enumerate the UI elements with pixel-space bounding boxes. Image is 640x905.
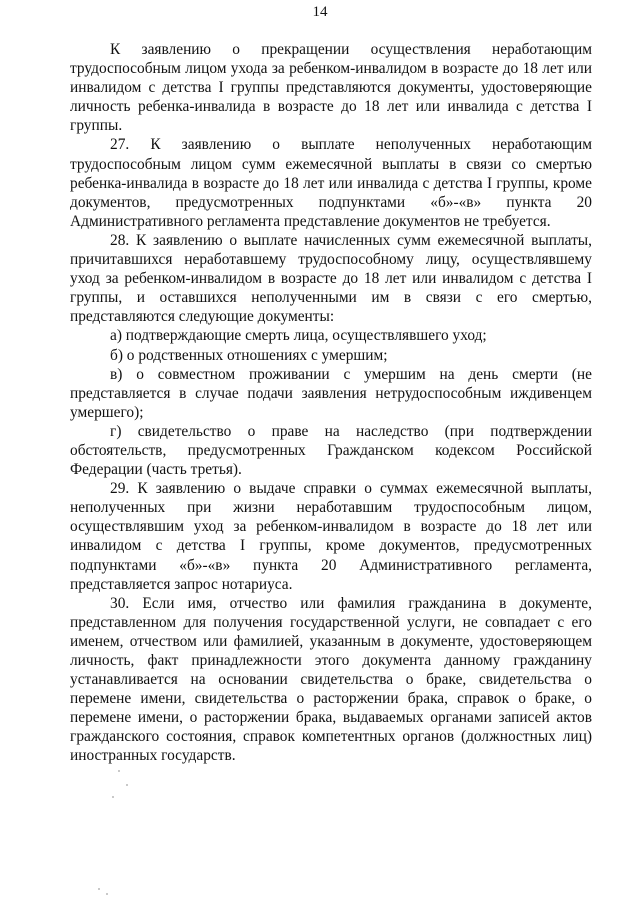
- paragraph-28-item-a: а) подтверждающие смерть лица, осуществлявшего уход;: [110, 327, 487, 345]
- paragraph-27: 27. К заявлению о выплате неполученных неработающим трудоспособным лицом сумм ежемесячной выплаты в связи со смертью ребенка-инвалида в возрасте до 18 лет или инвалида с детства I группы, кроме документов, предусмотренных подпунктами «б»-«в» пункта 20 Административного регламента представление документов не требуется.: [70, 136, 592, 230]
- page-number: 14: [312, 4, 328, 20]
- paragraph-30: 30. Если имя, отчество или фамилия гражданина в документе, представленном для получения государственной услуги, не совпадает с его именем, отчеством или фамилией, указанным в документе, удостоверяющем личность, факт принадлежности этого документа данному гражданину устанавливается на основании свидетельства о браке, свидетельства о перемене имени, свидетельства о расторжении брака, справок о браке, о перемене имени, о расторжении брака, выдаваемых органами записей актов гражданского состояния, справок компетентных органов (должностных лиц) иностранных государств.: [70, 594, 592, 765]
- paragraph-28-item-b: б) о родственных отношениях с умершим;: [110, 346, 388, 364]
- paragraph-26-continuation: К заявлению о прекращении осуществления неработающим трудоспособным лицом ухода за ребенком-инвалидом в возрасте до 18 лет или инвалидом с детства I группы представляются документы, удостоверяющие личность ребенка-инвалида в возрасте до 18 лет или инвалида с детства I группы.: [70, 41, 592, 135]
- paragraph-28-item-g: г) свидетельство о праве на наследство (при подтверждении обстоятельств, предусмотренных Гражданском кодексом Российской Федерации (часть третья).: [70, 422, 592, 479]
- paragraph-28-item-v: в) о совместном проживании с умершим на день смерти (не представляется в случае подачи заявления нетрудоспособным иждивенцем умершего);: [70, 365, 592, 421]
- paragraph-29: 29. К заявлению о выдаче справки о суммах ежемесячной выплаты, неполученных при жизни неработавшим трудоспособным лицом, осуществлявшим уход за ребенком-инвалидом в возрасте до 18 лет или инвалидом с детства I группы, кроме документов, предусмотренных подпунктами «б»-«в» пункта 20 Административного регламента, представляется запрос нотариуса.: [70, 480, 592, 593]
- scan-speck: [106, 893, 108, 895]
- scan-speck: [126, 784, 128, 786]
- scan-speck: [112, 796, 114, 798]
- document-body: [70, 40, 592, 766]
- paragraph-28: 28. К заявлению о выплате начисленных сумм ежемесячной выплаты, причитавшихся неработавшему трудоспособному лицу, осуществлявшему уход за ребенком-инвалидом в возрасте до 18 лет или инвалидом с детства I группы, и оставшихся неполученными им в связи с его смертью, представляются следующие документы:: [70, 231, 592, 326]
- scan-speck: [118, 770, 120, 772]
- scan-speck: [98, 888, 100, 890]
